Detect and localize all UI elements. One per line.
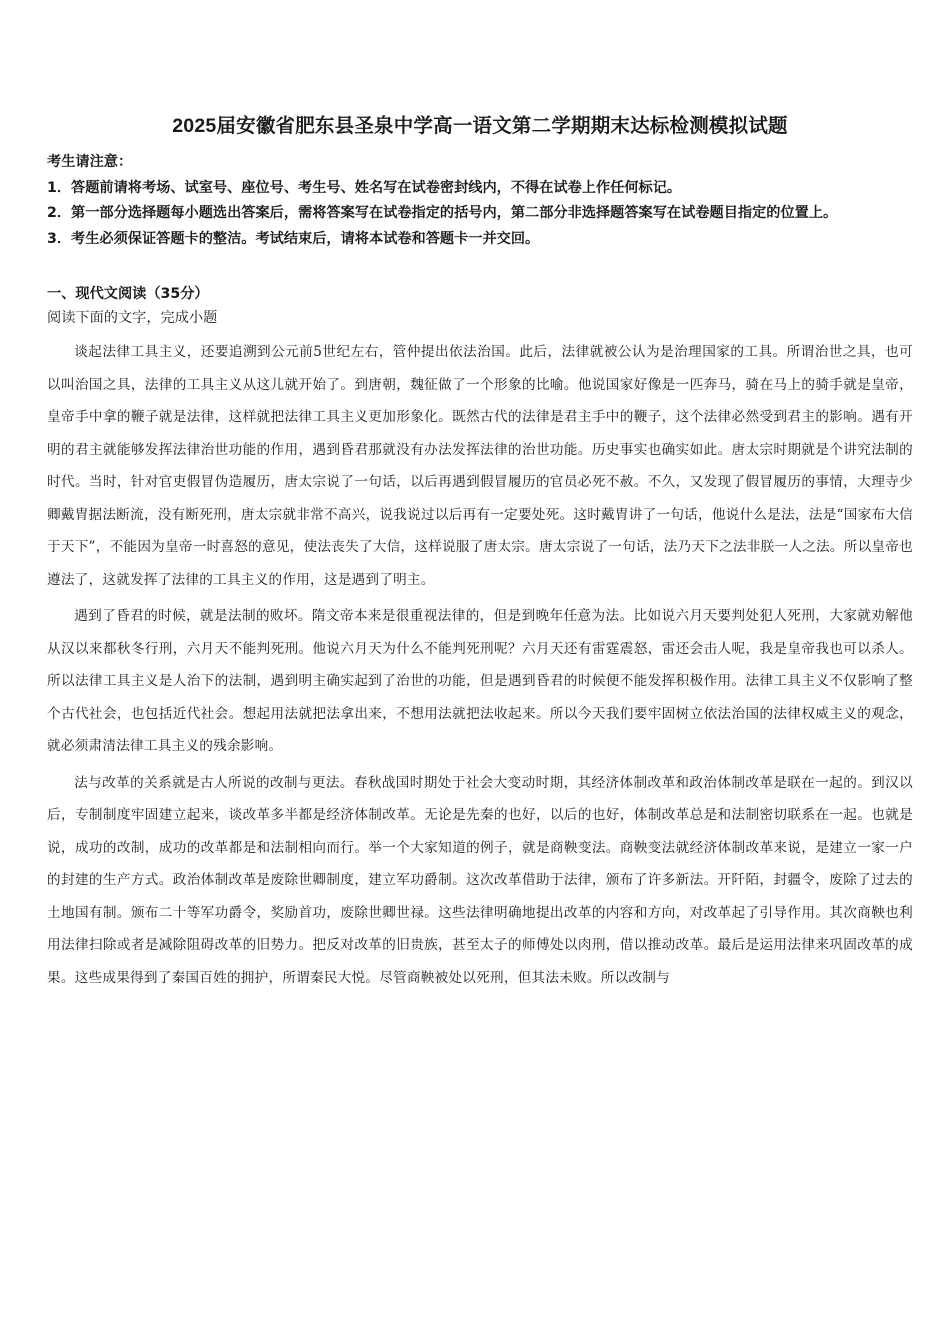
notice-item-1: 1．答题前请将考场、试室号、座位号、考生号、姓名写在试卷密封线内，不得在试卷上作任何标记。	[47, 179, 682, 196]
section-heading: 一、现代文阅读（35分）	[47, 286, 209, 302]
notice-heading: 考生请注意：	[47, 154, 133, 170]
section-instruction: 阅读下面的文字，完成小题	[47, 310, 218, 326]
exam-page	[47, 112, 913, 998]
notice-item-3: 3．考生必须保证答题卡的整洁。考试结束后，请将本试卷和答题卡一并交回。	[47, 230, 540, 247]
exam-title: 2025届安徽省肥东县圣泉中学高一语文第二学期期末达标检测模拟试题	[172, 115, 788, 137]
notice-item-2: 2．第一部分选择题每小题选出答案后，需将答案写在试卷指定的括号内，第二部分非选择题答案写在试卷题目指定的位置上。	[47, 205, 838, 221]
reading-paragraph-1: 谈起法律工具主义，还要追溯到公元前5世纪左右，管仲提出依法治国。此后，法律就被公认为是治理国家的工具。所谓治世之具，也可以叫治国之具，法律的工具主义从这儿就开始了。到唐朝，魏征做了一个形象的比喻。他说国家好像是一匹奔马，骑在马上的骑手就是皇帝，皇帝手中拿的鞭子就是法律，这样就把法律工具主义更加形象化。既然古代的法律是君主手中的鞭子，这个法律必然受到君主的影响。遇有开明的君主就能够发挥法律治世功能的作用，遇到昏君那就没有办法发挥法律的治世功能。历史事实也确实如此。唐太宗时期就是个讲究法制的时代。当时，针对官吏假冒伪造履历，唐太宗说了一句话，以后再遇到假冒履历的官员必死不赦。不久，又发现了假冒履历的事情，大理寺少卿戴胄据法断流，没有断死刑，唐太宗就非常不高兴，说我说过以后再有一定要处死。这时戴胄讲了一句话，他说什么是法，法是“国家布大信于天下”，不能因为皇帝一时喜怒的意见，使法丧失了大信，这样说服了唐太宗。唐太宗说了一句话，法乃天下之法非朕一人之法。所以皇帝也遵法了，这就发挥了法律的工具主义的作用，这是遇到了明主。	[47, 344, 913, 588]
reading-paragraph-2: 遇到了昏君的时候，就是法制的败坏。隋文帝本来是很重视法律的，但是到晚年任意为法。比如说六月天要判处犯人死刑，大家就劝解他从汉以来都秋冬行刑，六月天不能判死刑。他说六月天为什么不能判死刑呢？六月天还有雷霆震怒，雷还会击人呢，我是皇帝我也可以杀人。所以法律工具主义是人治下的法制，遇到明主确实起到了治世的功能，但是遇到昏君的时候便不能发挥积极作用。法律工具主义不仅影响了整个古代社会，也包括近代社会。想起用法就把法拿出来，不想用法就把法收起来。所以今天我们要牢固树立依法治国的法律权威主义的观念，就必须肃清法律工具主义的残余影响。	[47, 608, 913, 754]
candidate-notice	[47, 150, 913, 252]
reading-paragraph-3: 法与改革的关系就是古人所说的改制与更法。春秋战国时期处于社会大变动时期，其经济体制改革和政治体制改革是联在一起的。到汉以后，专制制度牢固建立起来，谈改革多半都是经济体制改革。无论是先秦的也好，以后的也好，体制改革总是和法制密切联系在一起。也就是说，成功的改制，成功的改革都是和法制相向而行。举一个大家知道的例子，就是商鞅变法。商鞅变法就经济体制改革来说，是建立一家一户的封建的生产方式。政治体制改革是废除世卿制度，建立军功爵制。这次改革借助于法律，颁布了许多新法。开阡陌，封疆令，废除了过去的土地国有制。颁布二十等军功爵令，奖励首功，废除世卿世禄。这些法律明确地提出改革的内容和方向，对改革起了引导作用。其次商鞅也利用法律扫除或者是减除阻碍改革的旧势力。把反对改革的旧贵族，甚至太子的师傅处以肉刑，借以推动改革。最后是运用法律来巩固改革的成果。这些成果得到了秦国百姓的拥护，所谓秦民大悦。尽管商鞅被处以死刑，但其法未败。所以改制与	[47, 774, 913, 986]
